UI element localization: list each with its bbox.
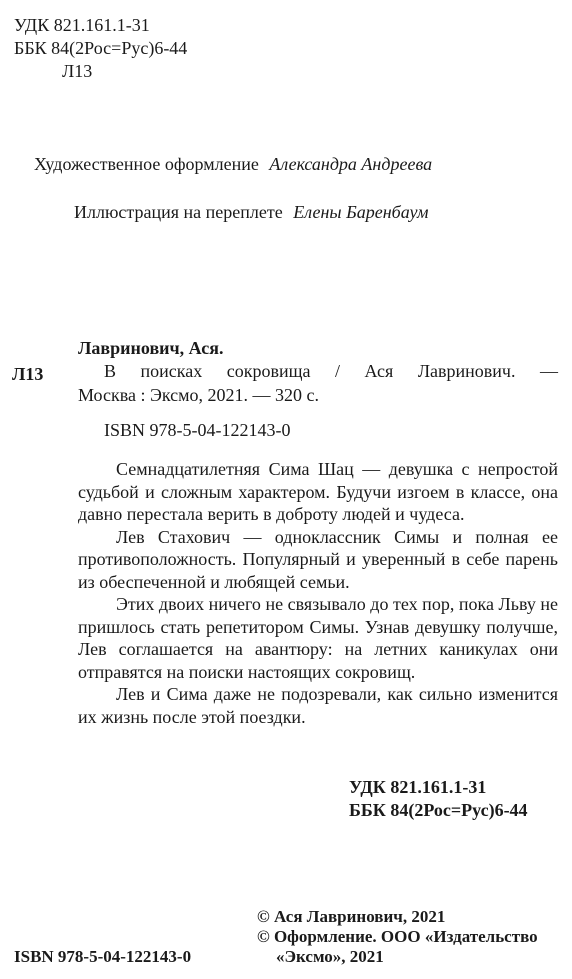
footer-isbn: ISBN 978-5-04-122143-0	[14, 947, 192, 966]
classification-udk: УДК 821.161.1-31	[349, 777, 487, 797]
catalog-isbn: ISBN 978-5-04-122143-0	[104, 420, 291, 440]
design-credit-name: Александра Андреева	[269, 154, 433, 174]
header-author-mark: Л13	[62, 61, 93, 81]
illustration-credit-name: Елены Баренбаум	[293, 202, 429, 222]
copyright-author: © Ася Лавринович, 2021	[257, 907, 446, 926]
annotation	[78, 458, 558, 728]
catalog-title-line-2: Москва : Эксмо, 2021. — 320 с.	[78, 385, 320, 405]
annotation-paragraph: Лев Стахович — одноклассник Симы и полная ее противоположность. Популярный и уверенный в себе парень из обеспеченной и любящей семьи.	[78, 526, 558, 592]
copyright-design-line-2: «Эксмо», 2021	[276, 947, 384, 966]
illustration-credit-label: Иллюстрация на переплете	[74, 202, 283, 222]
design-credit	[34, 153, 432, 175]
annotation-paragraph: Лев и Сима даже не подозревали, как сильно изменится их жизнь после этой поездки.	[78, 684, 558, 727]
catalog-author-heading: Лавринович, Ася.	[78, 338, 224, 358]
annotation-paragraph: Этих двоих ничего не связывало до тех пор, пока Льву не пришлось стать репетитором Симы. Узнав девушку получше, Лев соглашается на авантюру: на летних каникулах они отправятся на поиски настоящих сокровищ.	[78, 594, 558, 682]
copyright-design-line-1: © Оформление. ООО «Издательство	[257, 927, 538, 946]
illustration-credit	[74, 201, 429, 223]
classification-bbk: ББК 84(2Рос=Рус)6-44	[349, 800, 528, 820]
catalog-side-mark: Л13	[12, 364, 44, 384]
annotation-paragraph: Семнадцатилетняя Сима Шац — девушка с непростой судьбой и сложным характером. Будучи изгоем в классе, она давно перестала верить в доброту людей и чудеса.	[78, 459, 558, 524]
design-credit-label: Художественное оформление	[34, 154, 259, 174]
header-udk: УДК 821.161.1-31	[14, 15, 150, 35]
catalog-title-line-1: В поисках сокровища / Ася Лавринович. —	[104, 361, 558, 381]
header-bbk: ББК 84(2Рос=Рус)6-44	[14, 38, 188, 58]
